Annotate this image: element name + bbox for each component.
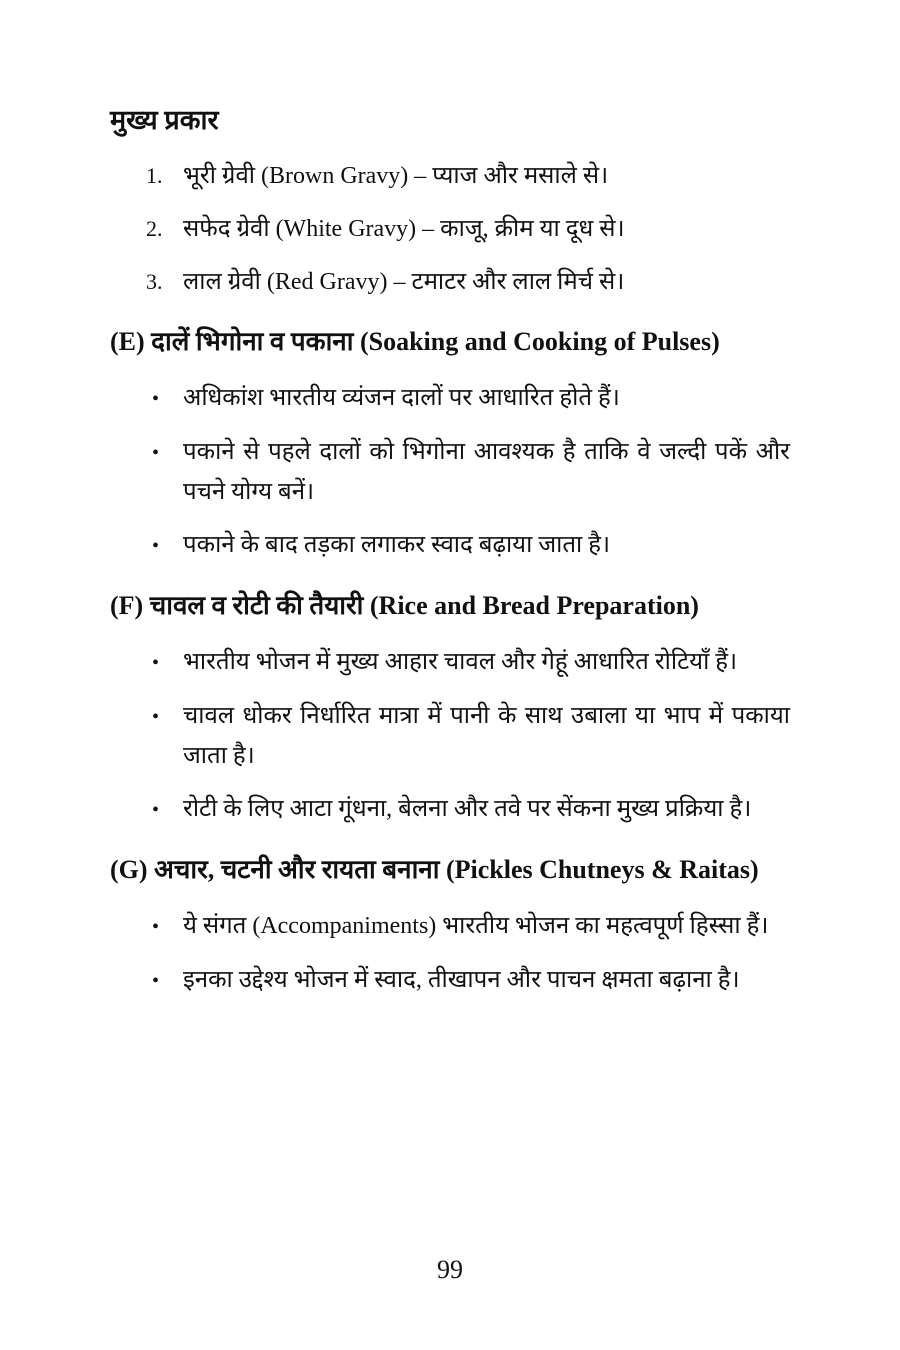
gravy-numbered-list [110, 156, 790, 302]
bullet-text: पकाने से पहले दालों को भिगोना आवश्यक है ताकि वे जल्दी पकें और पचने योग्य बनें। [183, 439, 790, 505]
section-pickles-chutneys-raitas [110, 850, 790, 1001]
bullet-text: चावल धोकर निर्धारित मात्रा में पानी के साथ उबाला या भाप में पकाया जाता है। [183, 703, 790, 769]
bullet-text: अधिकांश भारतीय व्यंजन दालों पर आधारित होते हैं। [183, 385, 620, 411]
section-pulses [110, 322, 790, 566]
list-item-number: 3. [146, 269, 163, 294]
list-item-text: सफेद ग्रेवी (White Gravy) – काजू, क्रीम या दूध से। [183, 216, 625, 242]
main-heading: मुख्य प्रकार [110, 105, 219, 135]
page-number: 99 [437, 1255, 463, 1284]
list-item-text: भूरी ग्रेवी (Brown Gravy) – प्याज और मसाले से। [183, 163, 609, 189]
bullet-item [152, 432, 790, 512]
bullet-item [152, 696, 790, 776]
bullet-icon: • [152, 799, 160, 821]
bullet-icon: • [152, 706, 160, 728]
bullet-icon: • [152, 535, 160, 557]
list-item [146, 156, 790, 196]
section-rice-bread [110, 586, 790, 830]
list-item [146, 209, 790, 249]
bullet-item [152, 960, 790, 1001]
bullet-text: इनका उद्देश्य भोजन में स्वाद, तीखापन और पाचन क्षमता बढ़ाना है। [183, 967, 740, 993]
section-heading: (F) चावल व रोटी की तैयारी (Rice and Bread Preparation) [110, 591, 699, 620]
list-item-text: लाल ग्रेवी (Red Gravy) – टमाटर और लाल मिर्च से। [183, 269, 625, 295]
bullet-text: भारतीय भोजन में मुख्य आहार चावल और गेहूं आधारित रोटियाँ हैं। [183, 649, 738, 675]
bullet-icon: • [152, 652, 160, 674]
bullet-icon: • [152, 388, 160, 410]
bullet-item [152, 525, 790, 566]
list-item-number: 2. [146, 216, 163, 241]
bullet-item [152, 906, 790, 947]
section-heading: (G) अचार, चटनी और रायता बनाना (Pickles Chutneys & Raitas) [110, 855, 759, 884]
bullet-icon: • [152, 442, 160, 464]
bullet-icon: • [152, 916, 160, 938]
bullet-text: रोटी के लिए आटा गूंधना, बेलना और तवे पर सेंकना मुख्य प्रक्रिया है। [183, 796, 752, 822]
bullet-text: ये संगत (Accompaniments) भारतीय भोजन का महत्वपूर्ण हिस्सा हैं। [183, 913, 769, 939]
bullet-icon: • [152, 970, 160, 992]
list-item-number: 1. [146, 163, 163, 188]
list-item [146, 262, 790, 302]
bullet-item [152, 378, 790, 419]
section-heading: (E) दालें भिगोना व पकाना (Soaking and Cooking of Pulses) [110, 327, 720, 356]
bullet-item [152, 789, 790, 830]
bullet-item [152, 642, 790, 683]
bullet-text: पकाने के बाद तड़का लगाकर स्वाद बढ़ाया जाता है। [183, 532, 611, 558]
